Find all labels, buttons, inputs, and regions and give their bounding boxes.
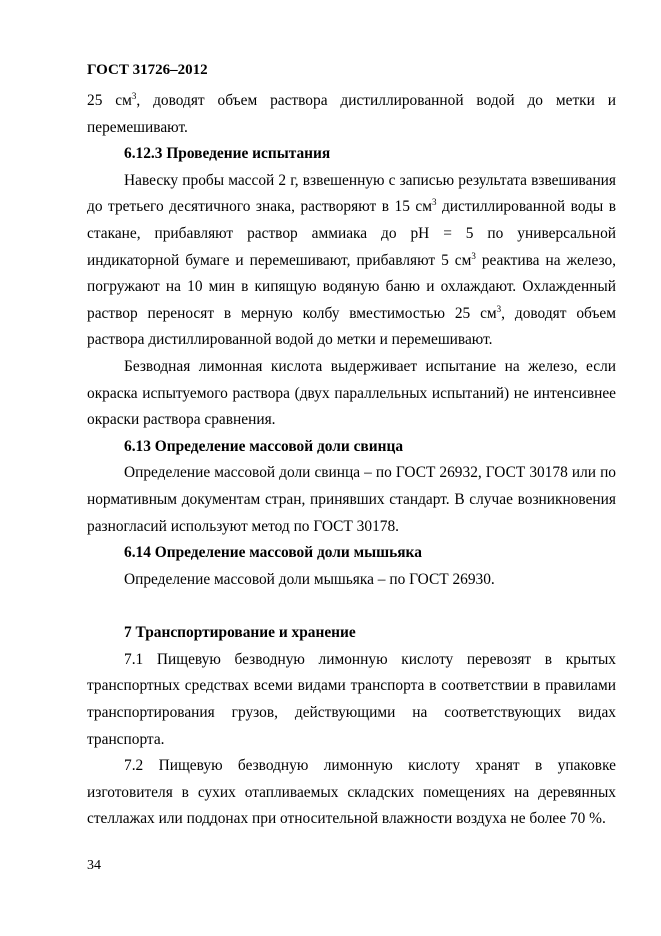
superscript: 3: [471, 250, 476, 261]
superscript: 3: [431, 197, 437, 208]
text-run: реактива на железо, погружают на 10 мин в кипящую водяную баню и охлаждают. Охлажденный раствор переносят в мерную колбу вместимостью 25 см: [87, 251, 617, 322]
paragraph-lead: Определение массовой доли свинца – по ГОСТ 26932, ГОСТ 30178 или по нормативным документам стран, принявших стандарт. В случае возникновения разногласий используют метод по ГОСТ 30178.: [87, 464, 616, 535]
section-gap: [87, 593, 616, 620]
paragraph-7-1: 7.1 Пищевую безводную лимонную кислоту перевозят в крытых транспортных средствах всеми видами транспорта в соответствии в правилами транспортирования грузов, действующими на соответствующих видах транспорта.: [87, 650, 616, 748]
standard-header: ГОСТ 31726–2012: [87, 62, 208, 78]
text-run: Навеску пробы массой 2 г, взвешенную с записью результата взвешивания до третьего десятичного знака, растворяют в 15 см: [87, 171, 616, 216]
superscript: 3: [496, 303, 502, 314]
text-run: дистиллированной воды в стакане, прибавляют раствор аммиака до рН = 5 по универсальной индикаторной бумаге и перемешивают, прибавляют 5 см: [87, 198, 616, 269]
paragraph-intro: [87, 88, 616, 141]
heading-7: 7 Транспортирование и хранение: [124, 624, 356, 642]
heading-6-13: 6.13 Определение массовой доли свинца: [124, 437, 404, 455]
text-run: , доводят объем раствора дистиллированной водой до метки и перемешивают.: [87, 92, 617, 136]
page-number: 34: [87, 858, 101, 873]
heading-6-14: 6.14 Определение массовой доли мышьяка: [124, 544, 422, 562]
superscript: 3: [131, 91, 137, 101]
paragraph-arsenic: Определение массовой доли мышьяка – по ГОСТ 26930.: [124, 570, 495, 588]
text-run: , доводят объем раствора дистиллированной водой до метки и перемешивают.: [87, 304, 616, 349]
heading-6-12-3: 6.12.3 Проведение испытания: [124, 145, 331, 163]
paragraph-7-2: 7.2 Пищевую безводную лимонную кислоту хранят в упаковке изготовителя в сухих отапливаемых складских помещениях на деревянных стеллажах или поддонах при относительной влажности воздуха не более 70 %.: [87, 757, 616, 828]
paragraph-test-result: Безводная лимонная кислота выдерживает испытание на железо, если окраска испытуемого раствора (двух параллельных испытаний) не интенсивнее окраски раствора сравнения.: [87, 357, 616, 429]
paragraph-test-procedure: [87, 168, 616, 354]
document-body: [87, 88, 616, 833]
text-run: 25 см: [87, 92, 132, 109]
